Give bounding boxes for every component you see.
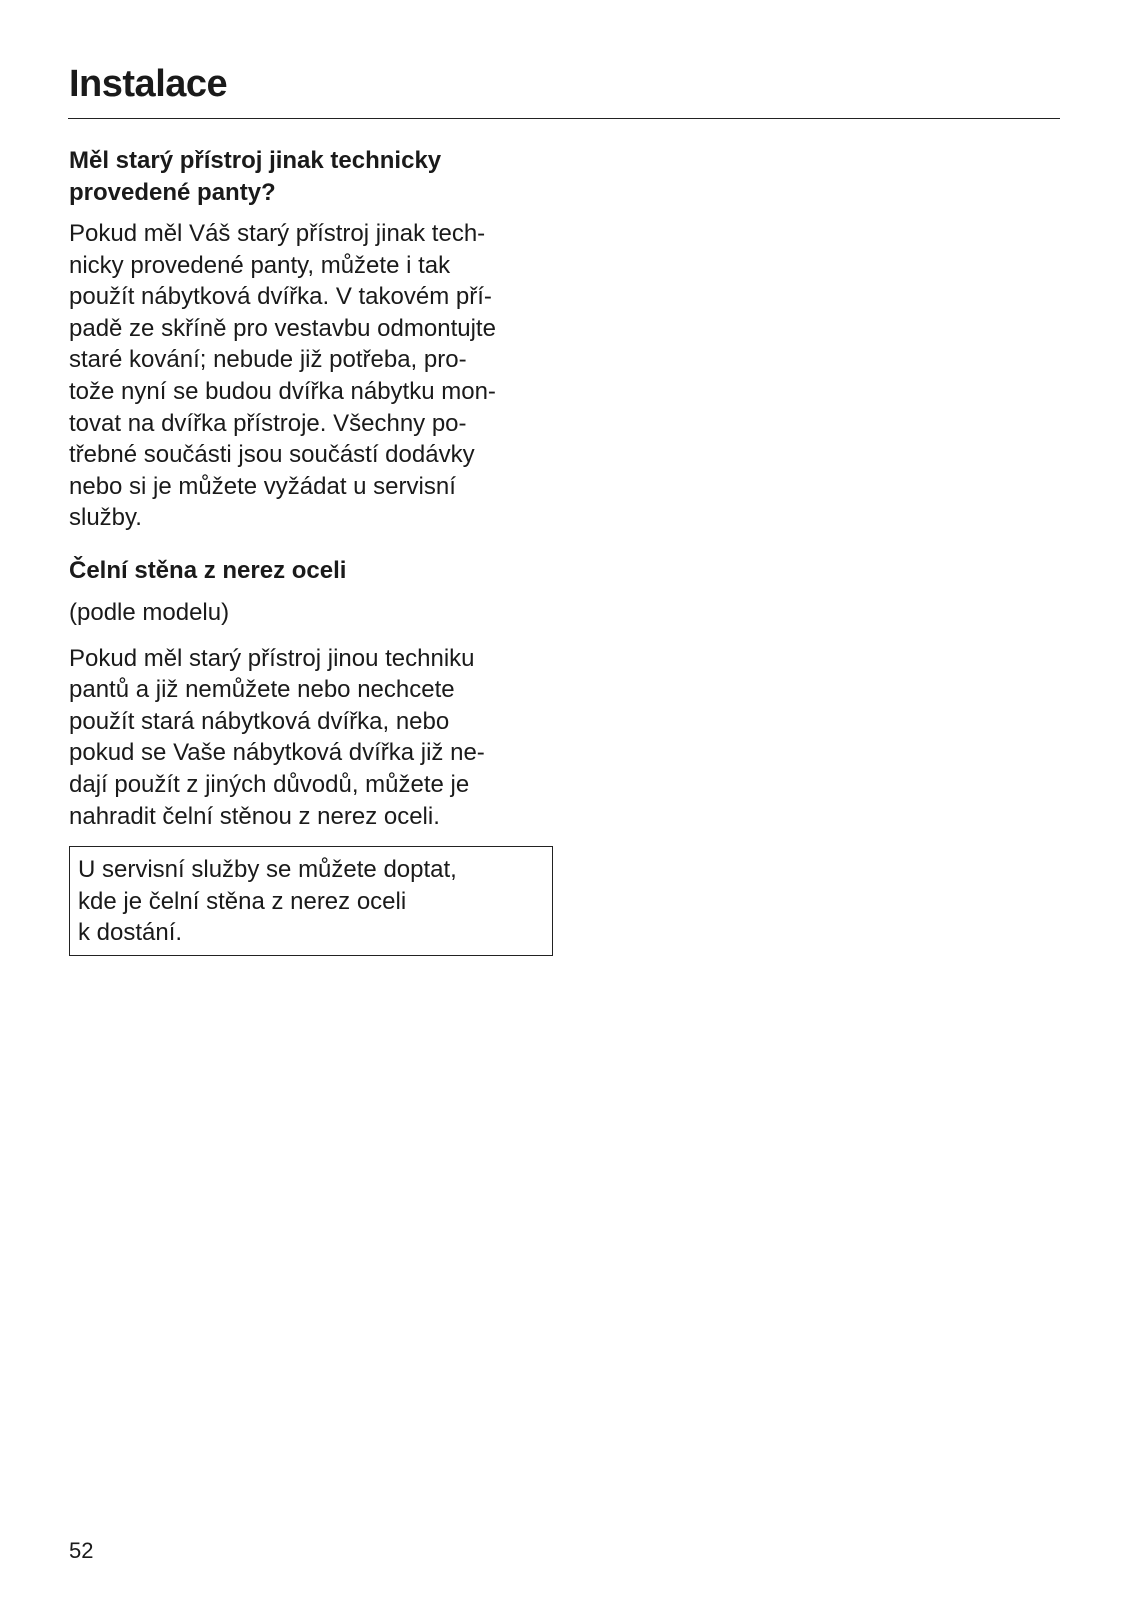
content-column — [69, 145, 559, 956]
paragraph-stainless-front: Pokud měl starý přístroj jinou techniku pantů a již nemůžete nebo nechcete použít stará nábytková dvířka, nebo pokud se Vaše nábytková dvířka již ne- dají použít z jiných důvodů, můžete je nahradit čelní stěnou z nerez oceli. — [69, 644, 485, 830]
title-divider — [68, 118, 1060, 119]
section-heading-hinges: Měl starý přístroj jinak technicky provedené panty? — [69, 147, 442, 206]
notice-text: U servisní služby se můžete doptat, kde je čelní stěna z nerez oceli k dostání. — [78, 856, 457, 947]
section-heading-stainless-front: Čelní stěna z nerez oceli — [69, 556, 347, 584]
notice-box — [69, 846, 553, 956]
model-note: (podle modelu) — [69, 598, 230, 626]
page-title: Instalace — [69, 63, 228, 105]
paragraph-hinges: Pokud měl Váš starý přístroj jinak tech- nicky provedené panty, můžete i tak použít nábytková dvířka. V takovém pří- padě ze skříně pro vestavbu odmontujte staré kování; nebude již potřeba, pro- tože nyní se budou dvířka nábytku mon- tovat na dvířka přístroje. Všechny po- třebné součásti jsou součástí dodávky nebo si je můžete vyžádat u servisní služby. — [69, 220, 496, 532]
section-stainless-front — [69, 555, 559, 956]
section-hinges — [69, 145, 559, 534]
page-number: 52 — [69, 1538, 94, 1563]
